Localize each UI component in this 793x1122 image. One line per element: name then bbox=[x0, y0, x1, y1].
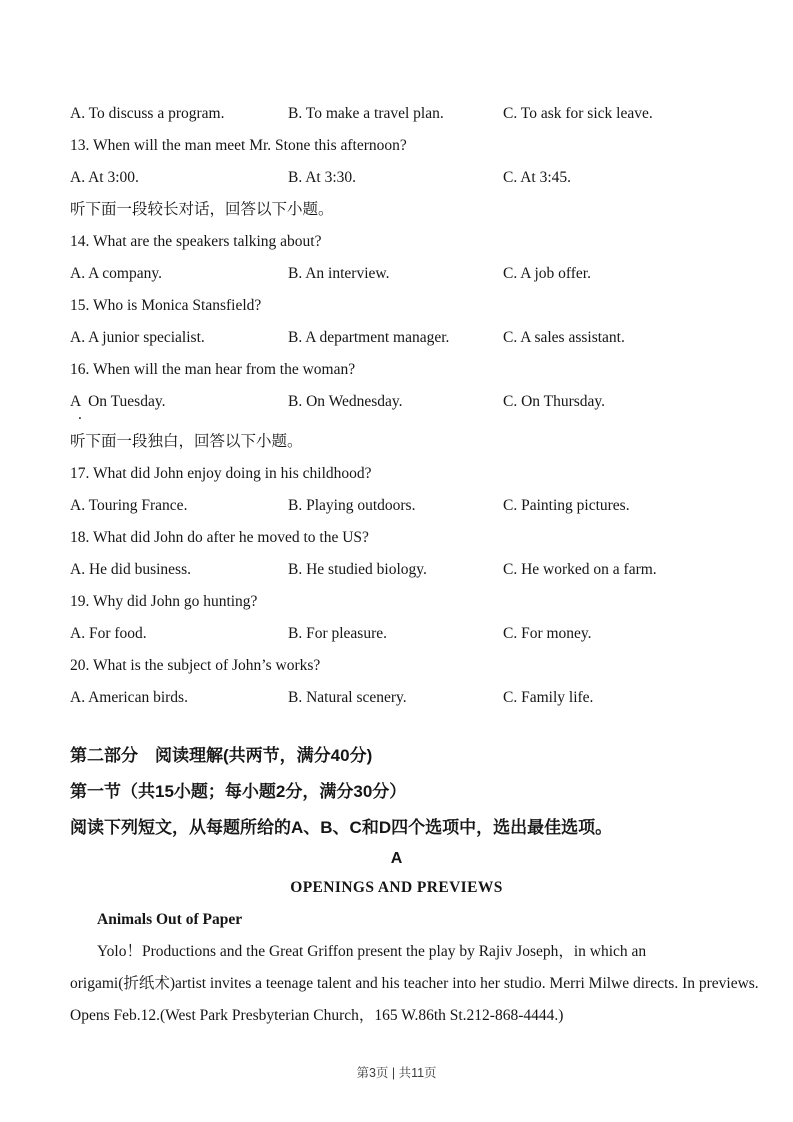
option-c: C. Family life. bbox=[503, 689, 594, 706]
option-a: A. He did business. bbox=[70, 561, 191, 578]
answer-options-row-14 bbox=[70, 263, 723, 295]
answer-options-row-13 bbox=[70, 167, 723, 199]
option-a: A. A company. bbox=[70, 265, 162, 282]
option-b: B. He studied biology. bbox=[288, 561, 427, 578]
question-20: 20. What is the subject of John’s works? bbox=[70, 657, 321, 674]
passage-line-3: Opens Feb.12.(West Park Presbyterian Church，165 W.86th St.212-868-4444.) bbox=[70, 1007, 564, 1024]
answer-options-row-15 bbox=[70, 327, 723, 359]
option-b: B. On Wednesday. bbox=[288, 393, 403, 410]
option-b: B. To make a travel plan. bbox=[288, 105, 444, 122]
question-16: 16. When will the man hear from the woman? bbox=[70, 361, 356, 378]
passage-line-2: origami(折纸术)artist invites a teenage talent and his teacher into her studio. Merri Milwe directs. In previews. bbox=[70, 975, 759, 992]
option-c: C. To ask for sick leave. bbox=[503, 105, 653, 122]
passage-item-title: Animals Out of Paper bbox=[97, 911, 243, 928]
question-18: 18. What did John do after he moved to the US? bbox=[70, 529, 369, 546]
question-17: 17. What did John enjoy doing in his childhood? bbox=[70, 465, 372, 482]
passage-label: A bbox=[390, 850, 403, 867]
answer-options-row-20 bbox=[70, 687, 723, 719]
option-c: C. For money. bbox=[503, 625, 592, 642]
listening-instruction-monologue: 听下面一段独白，回答以下小题。 bbox=[70, 433, 303, 450]
page-footer: 第3页 | 共11页 bbox=[356, 1066, 437, 1080]
option-b: B. Playing outdoors. bbox=[288, 497, 416, 514]
answer-options-row-17 bbox=[70, 495, 723, 527]
option-b: B. Natural scenery. bbox=[288, 689, 407, 706]
option-c: C. Painting pictures. bbox=[503, 497, 630, 514]
stray-period-mark: . bbox=[78, 406, 82, 423]
option-b: B. For pleasure. bbox=[288, 625, 388, 642]
option-a: A. For food. bbox=[70, 625, 147, 642]
option-c: C. A sales assistant. bbox=[503, 329, 625, 346]
option-a: A. A junior specialist. bbox=[70, 329, 205, 346]
option-b: B. At 3:30. bbox=[288, 169, 357, 186]
option-a: A. At 3:00. bbox=[70, 169, 139, 186]
question-15: 15. Who is Monica Stansfield? bbox=[70, 297, 262, 314]
option-a: A. To discuss a program. bbox=[70, 105, 225, 122]
option-c: C. On Thursday. bbox=[503, 393, 606, 410]
option-b: B. An interview. bbox=[288, 265, 390, 282]
question-13: 13. When will the man meet Mr. Stone this afternoon? bbox=[70, 137, 407, 154]
question-19: 19. Why did John go hunting? bbox=[70, 593, 258, 610]
listening-instruction-dialogue: 听下面一段较长对话，回答以下小题。 bbox=[70, 201, 334, 218]
answer-options-row-16 bbox=[70, 391, 723, 409]
part2-heading: 第二部分 阅读理解(共两节，满分40分) bbox=[70, 746, 373, 765]
passage-line-1: Yolo！Productions and the Great Griffon present the play by Rajiv Joseph，in which an bbox=[97, 943, 647, 960]
passage-title: OPENINGS AND PREVIEWS bbox=[290, 879, 503, 896]
option-b: B. A department manager. bbox=[288, 329, 450, 346]
section1-heading: 第一节（共15小题；每小题2分，满分30分） bbox=[70, 782, 407, 801]
option-c: C. He worked on a farm. bbox=[503, 561, 657, 578]
answer-options-row-18 bbox=[70, 559, 723, 591]
option-c: C. A job offer. bbox=[503, 265, 591, 282]
option-a: A. American birds. bbox=[70, 689, 188, 706]
option-c: C. At 3:45. bbox=[503, 169, 572, 186]
answer-options-row-19 bbox=[70, 623, 723, 655]
reading-instruction: 阅读下列短文，从每题所给的A、B、C和D四个选项中，选出最佳选项。 bbox=[70, 818, 613, 837]
question-14: 14. What are the speakers talking about? bbox=[70, 233, 322, 250]
answer-options-row-12 bbox=[70, 103, 723, 135]
option-a: A On Tuesday. bbox=[70, 393, 166, 410]
option-a: A. Touring France. bbox=[70, 497, 188, 514]
